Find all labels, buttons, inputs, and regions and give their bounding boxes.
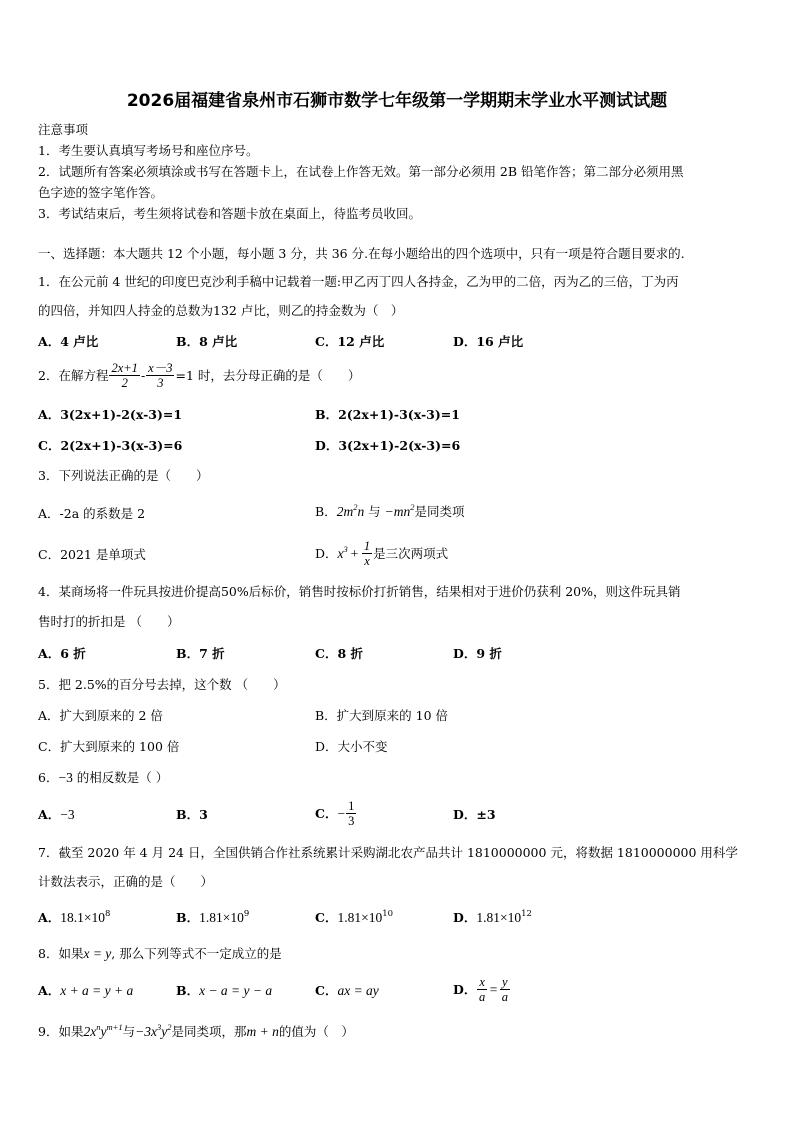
q2-prefix: 2．在解方程	[38, 368, 109, 383]
q7-stem-line1: 7．截至 2020 年 4 月 24 日，全国供销合作社系统累计采购湖北农产品共计 1810000000 元，将数据 1810000000 用科学	[38, 845, 738, 860]
q4-option-a: A．6 折	[38, 646, 86, 661]
q3-option-d-plus: +	[349, 546, 359, 561]
q5-option-d: D．大小不变	[315, 739, 388, 754]
q7-option-b: B．$1.81\times 10^9$	[176, 909, 250, 925]
q3-option-d-num: 1	[363, 539, 371, 553]
q3-option-b-term1: $2m^2n$	[336, 502, 365, 519]
q9-term-1: $2x^ny^{m+1}$	[83, 1022, 123, 1039]
q7-option-d: D．$1.81\times 10^{12}$	[453, 909, 532, 925]
q3-option-d-den: x	[364, 554, 370, 568]
q6-stem	[38, 770, 168, 786]
notice-item-1: 1．考生要认真填写考场号和座位序号。	[38, 143, 259, 158]
q5-stem: 5．把 2.5%的百分号去掉，这个数 （ ）	[38, 677, 286, 692]
q2-fraction-2-num: x－3	[148, 361, 173, 375]
q6-stem-tail: 的相反数是（ ）	[72, 770, 169, 785]
q2-fraction-1-num: 2x+1	[111, 361, 138, 375]
q2-option-a: A．3(2x+1)-2(x-3)=1	[38, 407, 183, 422]
q3-option-a: A．-2a 的系数是 2	[38, 506, 146, 521]
q5-option-c: C．扩大到原来的 100 倍	[38, 739, 180, 754]
q1-stem-line1: 1．在公元前 4 世纪的印度巴克沙利手稿中记载着一题:甲乙丙丁四人各持金，乙为甲的二倍，丙为乙的三倍，丁为丙	[38, 274, 679, 289]
q5-option-b: B．扩大到原来的 10 倍	[315, 708, 449, 723]
q2-minus: -	[140, 368, 146, 383]
q7-stem-line2: 计数法表示，正确的是（ ）	[38, 874, 214, 889]
q1-option-c: C．12 卢比	[315, 334, 385, 349]
notice-item-3: 3．考试结束后，考生须将试卷和答题卡放在桌面上，待监考员收回。	[38, 206, 421, 221]
exam-title: 2026届福建省泉州市石狮市数学七年级第一学期期末学业水平测试试题	[126, 91, 668, 111]
q7-option-a: A．$18.1\times 10^8$	[38, 909, 111, 925]
q1-stem-line2: 的四倍，并知四人持金的总数为132 卢比，则乙的持金数为（ ）	[38, 303, 404, 318]
q8-option-b: B．x − a = y − a	[176, 983, 273, 998]
q7-option-c: C．$1.81\times 10^{10}$	[315, 909, 394, 925]
q6-number: 6．	[38, 770, 59, 785]
q4-option-c: C．8 折	[315, 646, 363, 661]
q3-stem: 3．下列说法正确的是（ ）	[38, 468, 209, 483]
notice-heading: 注意事项	[38, 122, 89, 137]
q9-term-2: $-3x^3y^2$	[135, 1022, 172, 1039]
q8-option-c: C．ax = ay	[315, 983, 379, 998]
q9-sum-expression: m + n	[246, 1024, 279, 1039]
q3-option-c: C．2021 是单项式	[38, 547, 146, 562]
q6-option-a: A．−3	[38, 807, 75, 822]
notice-item-2-cont: 色字迹的签字笔作答。	[38, 185, 164, 200]
q6-option-c-fraction: $\frac{1}{3}$	[348, 799, 355, 828]
q1-option-d: D．16 卢比	[453, 334, 524, 349]
q4-option-b: B．7 折	[176, 646, 225, 661]
section-heading: 一、选择题：本大题共 12 个小题，每小题 3 分，共 36 分.在每小题给出的四个选项中，只有一项是符合题目要求的.	[38, 246, 685, 261]
q3-option-b-tail: 是同类项	[414, 504, 465, 519]
q3-option-d-tail: 是三次两项式	[373, 546, 449, 561]
q3-option-b-label: B．	[315, 504, 337, 519]
q2-stem	[38, 360, 360, 392]
q3-option-b	[315, 504, 465, 520]
q2-fraction-1	[109, 361, 139, 391]
q6-option-c: C． − $\frac{1}{3}$	[315, 799, 355, 828]
q8-option-a: A．x + a = y + a	[38, 983, 134, 998]
q8-option-d: D． $\frac{x}{a}$ = $\frac{y}{a}$	[453, 975, 508, 1004]
notice-item-2: 2．试题所有答案必须填涂或书写在答题卡上，在试卷上作答无效。第一部分必须用 2B 铅笔作答；第二部分必须用黑	[38, 164, 684, 179]
q2-option-b: B．2(2x+1)-3(x-3)=1	[315, 407, 460, 422]
q2-fraction-1-den: 2	[121, 376, 128, 390]
q8-option-d-fraction-1: $\frac{x}{a}$	[479, 975, 486, 1004]
q3-option-d	[315, 537, 448, 571]
q3-option-d-label: D．	[315, 546, 338, 561]
q6-option-b: B．3	[176, 807, 208, 822]
q6-option-d: D．±3	[453, 807, 496, 822]
q5-option-a: A．扩大到原来的 2 倍	[38, 708, 163, 723]
q2-fraction-2-den: 3	[157, 376, 164, 390]
q1-option-a: A．4 卢比	[38, 334, 99, 349]
q3-option-d-term: $x^3$	[337, 544, 348, 561]
q3-option-b-term2: $-mn^2$	[384, 502, 415, 519]
q8-expression: x = y	[83, 946, 112, 961]
q4-stem-line2: 售时打的折扣是 （ ）	[38, 614, 180, 629]
q8-stem: 8．如果x = y, 那么下列等式不一定成立的是	[38, 946, 282, 961]
q1-option-b: B．8 卢比	[176, 334, 238, 349]
q2-option-c: C．2(2x+1)-3(x-3)=6	[38, 438, 183, 453]
q2-option-d: D．3(2x+1)-2(x-3)=6	[315, 438, 461, 453]
q2-fraction-2	[146, 361, 174, 391]
q9-stem: 9．如果$2x^ny^{m+1}$与$-3x^3y^2$是同类项，那m + n的值为（ ）	[38, 1022, 354, 1039]
q3-option-d-fraction	[362, 539, 372, 569]
q2-suffix: =1 时，去分母正确的是（ ）	[175, 368, 361, 383]
q8-option-d-fraction-2: $\frac{y}{a}$	[501, 975, 508, 1004]
q6-expression: −3	[58, 770, 73, 785]
q3-option-b-mid: 与	[364, 504, 385, 519]
q4-option-d: D．9 折	[453, 646, 502, 661]
q4-stem-line1: 4．某商场将一件玩具按进价提高50%后标价，销售时按标价打折销售，结果相对于进价仍获利 20%，则这件玩具销	[38, 584, 681, 599]
